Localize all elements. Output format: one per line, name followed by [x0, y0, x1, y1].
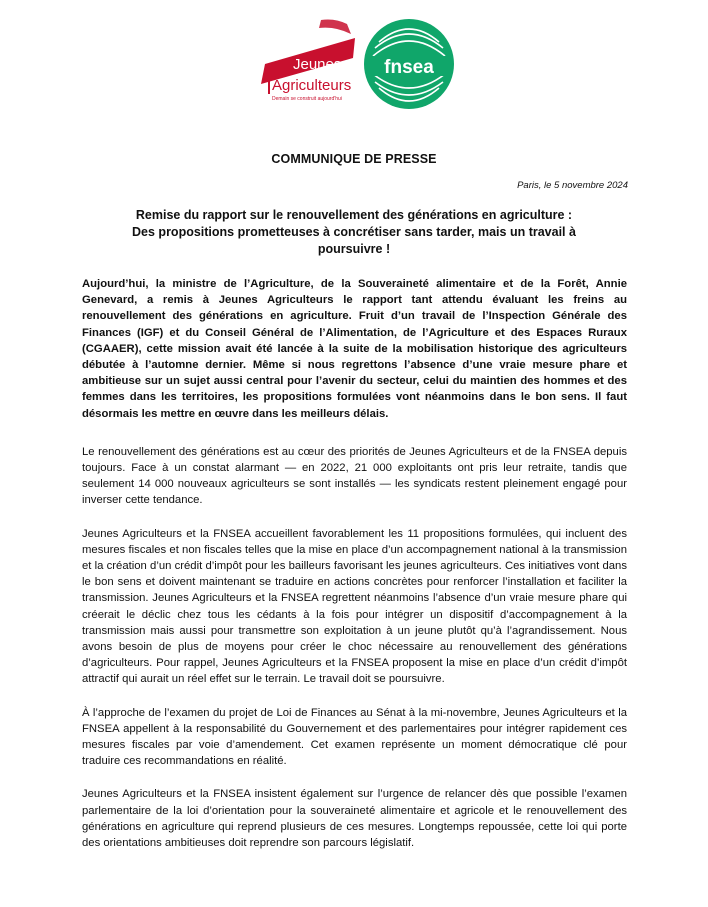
logo-area [255, 14, 495, 114]
ja-logo-word-agriculteurs: Agriculteurs [272, 77, 352, 94]
headline-line-1: Remise du rapport sur le renouvellement des générations en agriculture : [135, 208, 573, 222]
dateline: Paris, le 5 novembre 2024 [517, 180, 628, 191]
ja-logo-tagline: Demain se construit aujourd'hui [272, 96, 342, 102]
press-release-title: COMMUNIQUE DE PRESSE [271, 152, 437, 166]
paragraph-3: À l’approche de l’examen du projet de Loi de Finances au Sénat à la mi-novembre, Jeunes Agriculteurs et la FNSEA appellent à la responsabilité du Gouvernement et des parlementaires pour intégrer rapidement ces mesures fiscales par voie d’amendement. Cet examen représente un moment démocratique clé pour traduire ces recommandations en réalité. [82, 706, 627, 768]
fnsea-logo-wordmark: fnsea [384, 57, 434, 78]
paragraph-2: Jeunes Agriculteurs et la FNSEA accueillent favorablement les 11 propositions formulées, qui incluent des mesures fiscales et non fiscales telles que la mise en place d’un accompagnement national à la transmission et la création d’un crédit d’impôt pour les bailleurs favorisant les jeunes agriculteurs. Ces initiatives vont dans le bon sens et doivent maintenant se traduire en actions concrètes pour renforcer l’installation et faciliter la transmission. Jeunes Agriculteurs et la FNSEA regrettent néanmoins l’absence d’un vraie mesure phare qui créerait le déclic chez tous les cédants à la fois pour intégrer un dispositif d’accompagnement à la transmission mais aussi pour transmettre son exploitation à un jeune plutôt qu’à l’agrandissement. Nous avons besoin de plus de moyens pour créer le choc nécessaire au renouvellement des générations d’agriculteurs. Pour rappel, Jeunes Agriculteurs et la FNSEA proposent la mise en place d’un crédit d’impôt attractif qui aurait un réel effet sur le terrain. Le travail doit se poursuivre. [82, 527, 627, 686]
paragraph-1: Le renouvellement des générations est au cœur des priorités de Jeunes Agriculteurs et de la FNSEA depuis toujours. Face à un constat alarmant — en 2022, 21 000 exploitants ont pris leur retraite, tandis que seulement 14 000 nouveaux agriculteurs se sont installés — les syndicats restent pleinement engagé pour inverser cette tendance. [82, 445, 627, 507]
headline-line-2: Des propositions prometteuses à concrétiser sans tarder, mais un travail à poursuivre ! [132, 225, 576, 256]
body-text [82, 276, 627, 868]
jeunes-agriculteurs-logo [255, 14, 367, 114]
paragraph-4: Jeunes Agriculteurs et la FNSEA insistent également sur l’urgence de relancer dès que possible l’examen parlementaire de la loi d’orientation pour la souveraineté alimentaire et agricole et le renouvellement des générations en agriculture qui reprend plusieurs de ces mesures. Longtemps repoussée, cette loi qui porte des orientations ambitieuses doit reprendre son parcours législatif. [82, 788, 627, 850]
lead-paragraph: Aujourd’hui, la ministre de l’Agriculture, de la Souveraineté alimentaire et de la Forêt, Annie Genevard, a remis à Jeunes Agriculteurs le rapport tant attendu évaluant les freins au renouvellement des générations en agriculture. Fruit d’un travail de l’Inspection Générale des Finances (IGF) et du Conseil Général de l’Alimentation, de l’Agriculture et des Espaces Ruraux (CGAAER), cette mission avait été lancée à la suite de la mobilisation historique des agriculteurs débutée à l’automne dernier. Même si nous regrettons l’absence d’une vraie mesure phare et ambitieuse sur un sujet aussi central pour l’avenir du secteur, celui du maintien des hommes et des femmes dans les territoires, les propositions formulées vont néanmoins dans le bon sens. Il faut désormais les mettre en œuvre dans les meilleurs délais. [82, 278, 627, 420]
ja-logo-word-jeunes: Jeunes [293, 56, 342, 73]
headline [100, 207, 608, 258]
ja-logo-swoosh [319, 20, 351, 35]
fnsea-logo [363, 18, 455, 110]
